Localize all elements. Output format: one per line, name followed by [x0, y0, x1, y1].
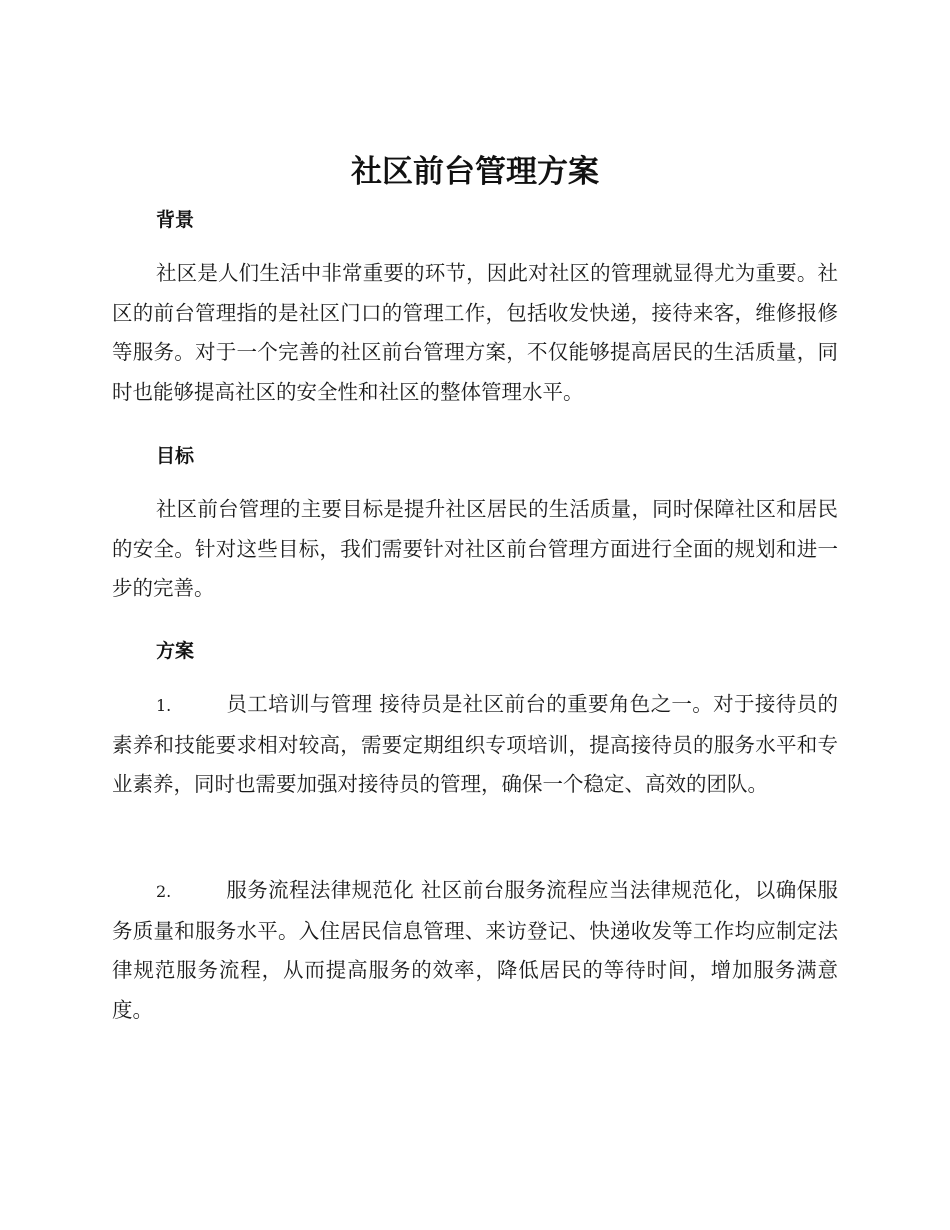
list-item-number: 1.: [156, 696, 172, 715]
list-item-text: 员工培训与管理 接待员是社区前台的重要角色之一。对于接待员的素养和技能要求相对较高，需要定期组织专项培训，提高接待员的服务水平和专业素养，同时也需要加强对接待员的管理，确保一个稳定、高效的团队。: [112, 692, 838, 796]
list-item-text: 服务流程法律规范化 社区前台服务流程应当法律规范化，以确保服务质量和服务水平。入住居民信息管理、来访登记、快递收发等工作均应制定法律规范服务流程，从而提高服务的效率，降低居民的等待时间，增加服务满意度。: [112, 878, 838, 1022]
plan-list-item: [112, 685, 838, 805]
document-title: 社区前台管理方案: [351, 154, 599, 190]
section-paragraph-goals: 社区前台管理的主要目标是提升社区居民的生活质量，同时保障社区和居民的安全。针对这些目标，我们需要针对社区前台管理方面进行全面的规划和进一步的完善。: [112, 497, 838, 600]
section-heading-background: 背景: [156, 209, 195, 231]
section-heading-plan: 方案: [156, 640, 195, 662]
plan-list-item: [112, 871, 838, 1030]
section-heading-goals: 目标: [156, 445, 195, 467]
section-paragraph-background: 社区是人们生活中非常重要的环节，因此对社区的管理就显得尤为重要。社区的前台管理指的是社区门口的管理工作，包括收发快递，接待来客，维修报修等服务。对于一个完善的社区前台管理方案，不仅能够提高居民的生活质量，同时也能够提高社区的安全性和社区的整体管理水平。: [112, 261, 838, 404]
list-item-number: 2.: [156, 882, 172, 901]
